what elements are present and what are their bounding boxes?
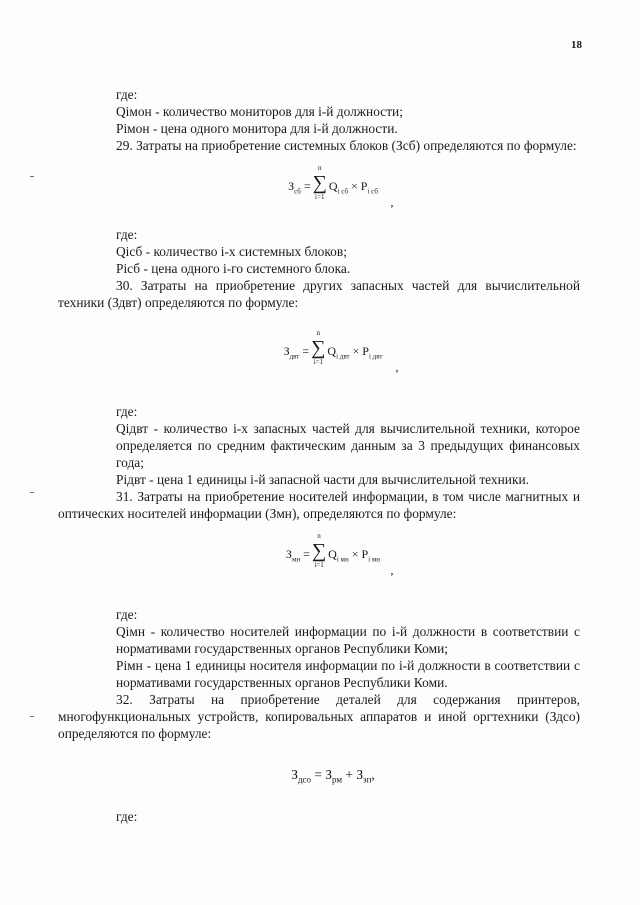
page-number: 18 [571, 39, 582, 51]
formula-lhs-sub: сб [294, 187, 301, 196]
definition-text: - цена 1 единицы i-й запасной части для вычислительной техники. [145, 472, 529, 487]
formula-lhs-sub: дсо [297, 774, 312, 785]
definition [86, 420, 580, 471]
sum-lower: i=1 [313, 358, 323, 366]
sigma: ∑ [311, 337, 326, 359]
formula-32 [86, 760, 580, 790]
formula-p-sub: i двт [368, 352, 383, 361]
formula-lhs: З [288, 179, 295, 193]
formula-q: Q [327, 344, 337, 358]
where-label: где: [116, 227, 138, 242]
definition-text: - количество носителей информации по i-й должности в соответствии с нормативами государственных органов Республики Коми; [116, 624, 580, 656]
symbol: Piсб [116, 261, 141, 276]
formula-p: P [361, 547, 369, 561]
formula-p: P [360, 179, 368, 193]
definition [86, 103, 580, 120]
sum-operator [311, 329, 325, 367]
where-label: где: [116, 404, 138, 419]
sum-upper: n [316, 329, 320, 337]
formula-term-sub: зп [363, 774, 372, 785]
sigma: ∑ [312, 172, 327, 194]
document-body [58, 86, 580, 825]
formula-eq: = [300, 179, 311, 193]
sigma: ∑ [311, 540, 327, 562]
definition [86, 243, 580, 260]
symbol: Piмон [116, 121, 150, 136]
sum-lower: i=1 [314, 561, 324, 569]
definition-text: - цена одного монитора для i-й должности. [149, 121, 398, 136]
formula-times: × [349, 344, 363, 358]
formula-comma: , [371, 767, 375, 782]
formula-p-sub: i мн [368, 555, 381, 564]
symbol: Qiсб [116, 244, 143, 259]
symbol: Qiмн [116, 624, 146, 639]
formula-q: Q [328, 179, 338, 193]
formula-times: × [348, 547, 362, 561]
definition-text: - количество i-х системных блоков; [142, 244, 347, 259]
formula-q-sub: i сб [337, 187, 349, 196]
formula-eq: = [311, 767, 326, 782]
sum-lower: i=1 [315, 193, 325, 201]
symbol: Qiдвт [116, 421, 149, 436]
formula-q-sub: i мн [336, 555, 349, 564]
paragraph-item-31: 31. Затраты на приобретение носителей информации, в том числе магнитных и оптических носителей информации (Змн), определяются по формуле: [58, 489, 580, 521]
symbol: Piмн [116, 658, 143, 673]
sum-upper: n [318, 164, 322, 172]
sum-operator [312, 532, 326, 570]
formula-term: З [356, 767, 364, 782]
paragraph-item-30: 30. Затраты на приобретение других запасных частей для вычислительной техники (Здвт) определяются по формуле: [58, 278, 580, 310]
formula-plus: + [342, 767, 357, 782]
formula-lhs-sub: мн [291, 555, 301, 564]
sum-operator [313, 164, 327, 202]
formula-eq: = [299, 344, 310, 358]
formula-q-sub: i двт [336, 352, 350, 361]
formula-q: Q [328, 547, 337, 561]
definition [86, 471, 580, 488]
formula-29 [86, 164, 580, 208]
scan-mark [30, 716, 34, 717]
scan-mark [30, 492, 34, 493]
formula-lhs: З [285, 547, 292, 561]
where-label: где: [116, 87, 138, 102]
formula-comma: , [395, 360, 399, 374]
scan-mark [30, 176, 34, 177]
symbol: Qiмон [116, 104, 152, 119]
definition [86, 120, 580, 137]
where-label: где: [116, 809, 138, 824]
definition-text: - количество мониторов для i-й должности; [151, 104, 403, 119]
formula-lhs: З [283, 344, 290, 358]
formula-p: P [362, 344, 369, 358]
formula-term-sub: рм [332, 774, 343, 785]
definition-text: - количество i-х запасных частей для вычислительной техники, которое определяется по средним фактическим данным за 3 предыдущих финансовых года; [116, 421, 580, 470]
formula-lhs-sub: двт [289, 352, 300, 361]
formula-times: × [348, 179, 361, 193]
formula-31 [86, 532, 580, 576]
paragraph-item-32: 32. Затраты на приобретение деталей для содержания принтеров, многофункциональных устройств, копировальных аппаратов и иной оргтехники (Здсо) определяются по формуле: [58, 692, 580, 741]
formula-term: З [325, 767, 332, 782]
paragraph-item-29: 29. Затраты на приобретение системных блоков (Зсб) определяются по формуле: [116, 138, 577, 153]
definition [86, 623, 580, 657]
formula-comma: , [390, 195, 394, 209]
definition-text: - цена одного i-го системного блока. [140, 261, 351, 276]
definition [86, 657, 580, 691]
sum-upper: n [317, 532, 321, 540]
formula-30 [86, 329, 580, 373]
formula-lhs: З [291, 767, 298, 782]
formula-p-sub: i сб [367, 187, 378, 196]
where-label: где: [116, 607, 138, 622]
definition [86, 260, 580, 277]
definition-text: - цена 1 единицы носителя информации по i-й должности в соответствии с нормативами государственных органов Республики Коми. [116, 658, 580, 690]
formula-comma: , [390, 563, 394, 577]
formula-eq: = [300, 547, 310, 561]
symbol: Piдвт [116, 472, 146, 487]
